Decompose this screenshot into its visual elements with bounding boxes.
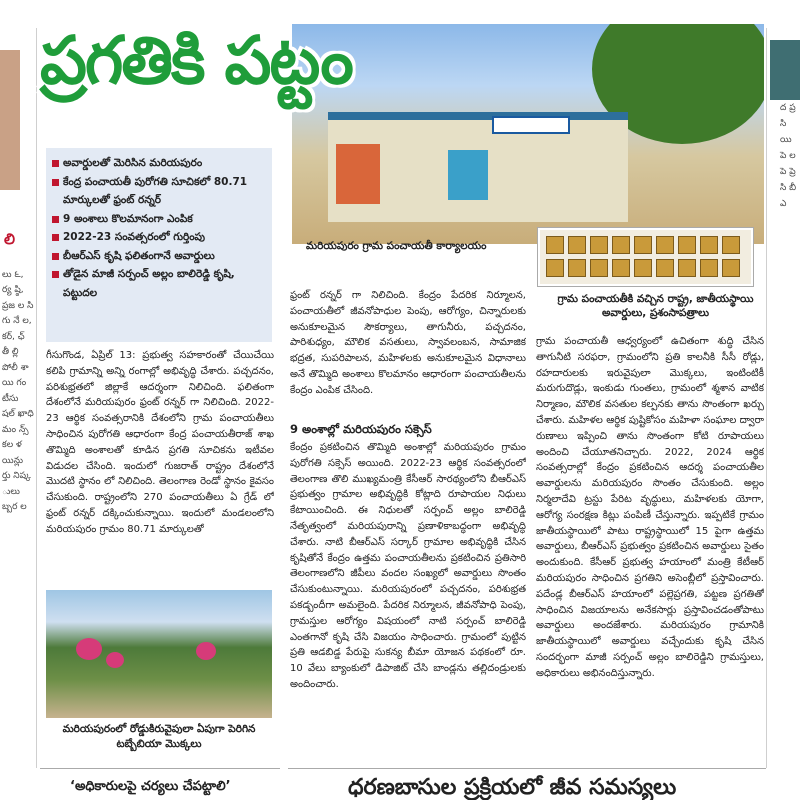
- column-divider: [766, 28, 767, 768]
- highlight-item: అవార్డులతో మెరిసిన మరియపురం: [52, 154, 266, 173]
- building-caption: మరియపురం గ్రామ పంచాయతీ కార్యాలయం: [306, 240, 487, 252]
- left-margin-photo: [0, 50, 20, 190]
- street-trees-photo: [46, 590, 272, 718]
- bottom-right-headline: ధరణబాసుల ప్రక్రియలో జీవ సమస్యలు: [288, 768, 766, 800]
- awards-caption: గ్రామ పంచాయతీకి వచ్చిన రాష్ట్ర, జాతీయస్థాయి అవార్డులు, ప్రశంసాపత్రాలు: [557, 293, 754, 319]
- article-text-col3: గ్రామ పంచాయతీ ఆధ్వర్యంలో ఉచితంగా శుద్ధి చేసిన తాగునీటి సరఫరా, గ్రామంలోని ప్రతి కాలనీకి సీసీ రోడ్లు, రహదారులకు ఇరువైపులా మొక్కలు, ఇంటింటికీ మరుగుదొడ్లు, ఇంకుడు గుంతలు, గ్రామంలో శ్మశాన వాటిక నిర్మాణం, మౌలిక వసతుల కల్పనకు తాను సొంతంగా ఖర్చు చేశారు. మహిళల ఆర్థిక పుష్టికోసం మహిళా సంఘాల ద్వారా రుణాలు ఇప్పించి తాను సొంతంగా కోటి రూపాయలు అందించి చేయూతనిచ్చారు. 2022, 2024 ఆర్థిక సంవత్సరాల్లో కేంద్రం ప్రకటించిన ఆదర్శ పంచాయతీల అవార్డులను మరియపురం సొంతం చేసుకుంది. అల్లం నిర్మలాదేవి ట్రస్టు పేరిట వృద్ధులు, మహిళలకు యోగా, ఆరోగ్య సంరక్షణ కిట్లు పంపిణీ చేస్తున్నారు. ఇప్పటికే గ్రామం జాతీయస్థాయిలో పాటు రాష్ట్రస్థాయిలో 15 పైగా ఉత్తమ అవార్డులు, బీఆర్ఎస్ ప్రభుత్వం ప్రకటించిన అవార్డులు సైతం అందుకుంది. కేసీఆర్ ప్రభుత్వ హయాంలో మంత్రి కేటీఆర్ మరియపురం సాధించిన ప్రగతిని అసెంబ్లీలో ప్రస్తావించారు. పదేండ్ల బీఆర్ఎస్ హయాంలో పల్లెప్రగతి, పట్టణ ప్రగతితో సాధించిన విజయాలను అనేకసార్లు ప్రస్తావించడంతోపాటు అవార్డులు అందజేశారు. మరియపురం గ్రామానికి జాతీయస్థాయిలో అవార్డులు వచ్చేందుకు కృషి చేసిన సందర్భంగా మాజీ సర్పంచ్ అల్లం బాలిరెడ్డిని గ్రామస్తులు, అధికారులు అభినందిస్తున్నారు.: [536, 336, 764, 679]
- street-caption: మరియపురంలో రోడ్డుకిరువైపులా ఏపుగా పెరిగిన టబ్బేబియా మొక్కలు: [62, 723, 256, 750]
- article-text-col1: గీసుగొండ, ఏప్రిల్ 13: ప్రభుత్వ సహకారంతో చేయిచేయి కలిపి గ్రామాన్ని అన్ని రంగాల్లో అభివృద్ధి చేశారు. పచ్చదనం, పరిశుభ్రతలో జిల్లాకే ఆదర్శంగా నిలిచింది. ఫలితంగా దేశంలోనే మరియపురం ఫ్రంట్ రన్నర్ గా నిలిచింది. 2022-23 ఆర్థిక సంవత్సరానికి దేశంలోని గ్రామ పంచాయతీలు సాధించిన పురోగతి ఆధారంగా కేంద్ర పంచాయతీరాజ్ శాఖ తొమ్మిది అంశాలతో కూడిన ప్రగతి సూచికను ఇటీవల విడుదల చేసింది. ఇందులో గుజరాత్ రాష్ట్రం దేశంలోనే మొదటి స్థానం లో నిలిచింది. తెలంగాణ రెండో స్థానం కైవసం చేసుకుంది. రాష్ట్రంలోని 270 పంచాయతీలు ఏ గ్రేడ్ లో ఫ్రంట్ రన్నర్ దక్కించుకున్నాయి. ఇందులో మండలంలోని మరియపురం గ్రామం 80.71 మార్కులతో: [46, 350, 274, 535]
- left-margin-tag: లి: [4, 230, 15, 248]
- headline: ప్రగతికి పట్టం: [40, 22, 352, 99]
- article-text-col2a: ఫ్రంట్ రన్నర్ గా నిలిచింది. కేంద్రం పేదరిక నిర్మూలన, పంచాయతీలో జీవనోపాధుల పెంపు, ఆరోగ్యం, చిన్నారులకు అనుకూలమైన సౌకర్యాలు, తాగునీరు, పచ్చదనం, పారిశుధ్యం, మౌలిక వసతులు, స్వావలంబన, సామాజిక భద్రత, సుపరిపాలన, మహిళలకు అనుకూలమైన విధానాలు అనే తొమ్మిది అంశాలు కొలమానం ఆధారంగా పంచాయతీలను కేంద్రం ఎంపిక చేసింది.: [290, 290, 526, 396]
- right-margin-column: [770, 40, 800, 790]
- left-margin-text: లు ౬, ర్య ష్ఠి, ప్రజ ల సి గు నే ల, కర్, ఛ్ తీ ల్లి పోలీ శా యి గం టీసు షల్ ఖాధి మం న్స్ కల ళ యిన్లు ర్తు నిష్క ులు బ్బర ల: [2, 269, 34, 512]
- highlight-item: 2022-23 సంవత్సరంలో గుర్తింపు: [52, 228, 266, 247]
- highlight-item: తోడైన మాజీ సర్పంచ్ అల్లం బాలిరెడ్డి కృషి, పట్టుదల: [52, 265, 266, 302]
- right-margin-text: ద ప్ర సి యి పె ల పె ప్రె సి బీ ఎ: [780, 103, 797, 209]
- right-margin-photo: [770, 40, 800, 100]
- panchayat-building-photo: [292, 24, 764, 244]
- column-divider: [36, 28, 37, 768]
- article-subheading: 9 అంశాల్లో మరియపురం సక్సెస్: [290, 422, 432, 436]
- left-margin-column: [0, 50, 34, 780]
- highlight-item: 9 అంశాలు కొలమానంగా ఎంపిక: [52, 210, 266, 229]
- highlight-item: బీఆర్ఎస్ కృషి ఫలితంగానే అవార్డులు: [52, 247, 266, 266]
- article-text-col2b: కేంద్రం ప్రకటించిన తొమ్మిది అంశాల్లో మరియపురం గ్రామం పురోగతి సక్సెస్ అయింది. 2022-23 ఆర్థిక సంవత్సరంలో తెలంగాణ తొలి ముఖ్యమంత్రి కేసీఆర్ సారథ్యంలోని బీఆర్ఎస్ ప్రభుత్వం గ్రామాల అభివృద్ధికి కోట్లాది రూపాయల నిధులు కేటాయించింది. ఈ నిధులతో సర్పంచ్ అల్లం బాలిరెడ్డి నేతృత్వంలో మరియపురాన్ని ప్రణాళికాబద్ధంగా అభివృద్ధి చేశారు. నాటి బీఆర్ఎస్ సర్కార్ గ్రామాల అభివృద్ధికి చేసిన కృషితోనే కేంద్రం ఉత్తమ పంచాయతీలను ప్రకటించిన ప్రతిసారి తెలంగాణలోని జీపీలు వందల సంఖ్యలో అవార్డులు సొంతం చేసుకుంటున్నాయి. మరియపురంలో పచ్చదనం, పరిశుభ్రత పకడ్బందీగా అమలైంది. పేదరిక నిర్మూలన, జీవనోపాధి పెంపు, గ్రామస్తుల ఆరోగ్యం విషయంలో నాటి సర్పంచ్ బాలిరెడ్డి ఎంతగానో కృషి చేసి విజయం సాధించారు. గ్రామంలో పుట్టిన ప్రతి ఆడబిడ్డ పేరుపై సుకన్య బీమా యోజన పథకంలో రూ. 10 వేలు బ్యాంకులో డిపాజిట్ చేసి బాండ్లను తల్లిదండ్రులకు అందించారు.: [290, 442, 526, 690]
- highlights-box: [46, 148, 272, 342]
- awards-inset-photo: [538, 228, 753, 286]
- highlight-item: కేంద్ర పంచాయతీ పురోగతి సూచికలో 80.71 మార్కులతో ఫ్రంట్ రన్నర్: [52, 173, 266, 210]
- bottom-left-headline: ‘అధికారులపై చర్యలు చేపట్టాలి’: [40, 768, 280, 800]
